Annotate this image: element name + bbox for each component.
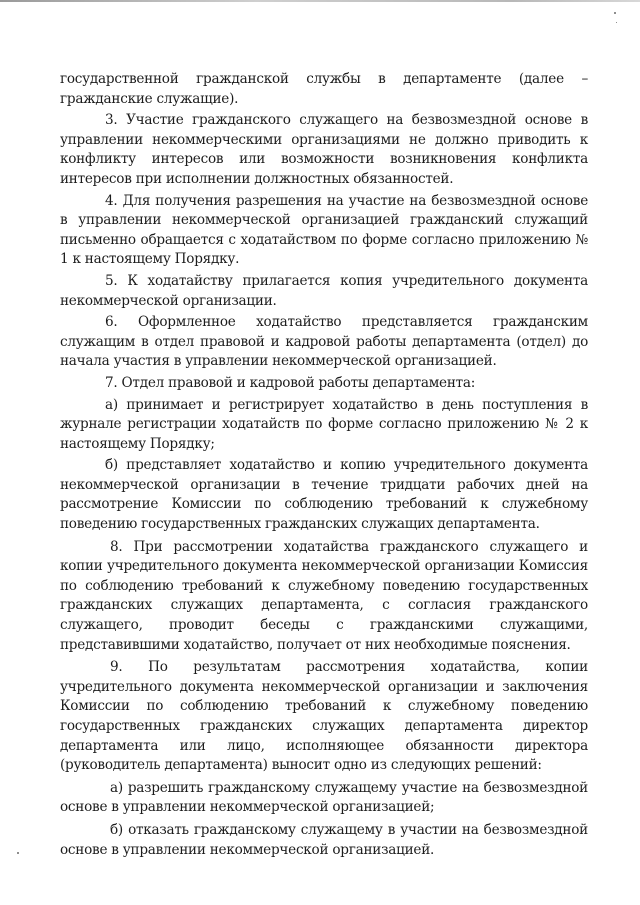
paragraph-5: 5. К ходатайству прилагается копия учредительного документа некоммерческой организации. [60, 272, 588, 309]
paragraph-continuation: государственной гражданской службы в департаменте (далее – гражданские служащие). [60, 71, 588, 107]
paragraph-3: 3. Участие гражданского служащего на безвозмездной основе в управлении некоммерческими организациями не должно приводить к конфликту интересов или возможности возникновения конфликта интересов при исполнении должностных обязанностей. [60, 112, 588, 187]
scan-speck [17, 852, 19, 854]
paragraph-9: 9. По результатам рассмотрения ходатайства, копии учредительного документа некоммерческой организации и заключения Комиссии по соблюдению требований к служебному поведению государственных гражданских служащих департамента директор департамента или лицо, исполняющее обязанности директора (руководитель департамента) выносит одно из следующих решений: [60, 659, 588, 774]
paragraph-9b: б) отказать гражданскому служащему в участии на безвозмездной основе в управлении некоммерческой организацией. [60, 821, 588, 858]
paragraph-9a: а) разрешить гражданскому служащему участие на безвозмездной основе в управлении некоммерческой организацией; [60, 779, 588, 816]
paragraph-7: 7. Отдел правовой и кадровой работы департамента: [105, 374, 476, 391]
paragraph-7b: б) представляет ходатайство и копию учредительного документа некоммерческой организации в течение тридцати рабочих дней на рассмотрение Комиссии по соблюдению требований к служебному поведению государственных гражданских служащих департамента. [60, 457, 588, 533]
scan-speck [614, 12, 616, 14]
document-body [60, 70, 588, 860]
paragraph-8: 8. При рассмотрении ходатайства гражданского служащего и копии учредительного документа некоммерческой организации Комиссия по соблюдению требований к служебному поведению государственных гражданских служащих департамента, с согласия гражданского служащего, проводит беседы с гражданскими служащими, представившими ходатайство, получает от них необходимые пояснения. [60, 538, 588, 653]
paragraph-6: 6. Оформленное ходатайство представляется гражданским служащим в отдел правовой и кадровой работы департамента (отдел) до начала участия в управлении некоммерческой организацией. [60, 314, 588, 370]
paragraph-4: 4. Для получения разрешения на участие на безвозмездной основе в управлении некоммерческой организацией гражданский служащий письменно обращается с ходатайством по форме согласно приложению № 1 к настоящему Порядку. [60, 192, 588, 268]
scan-speck [616, 22, 617, 23]
scan-top-edge [0, 0, 640, 2]
paragraph-7a: а) принимает и регистрирует ходатайство в день поступления в журнале регистрации ходатайств по форме согласно приложению № 2 к настоящему Порядку; [60, 396, 588, 452]
